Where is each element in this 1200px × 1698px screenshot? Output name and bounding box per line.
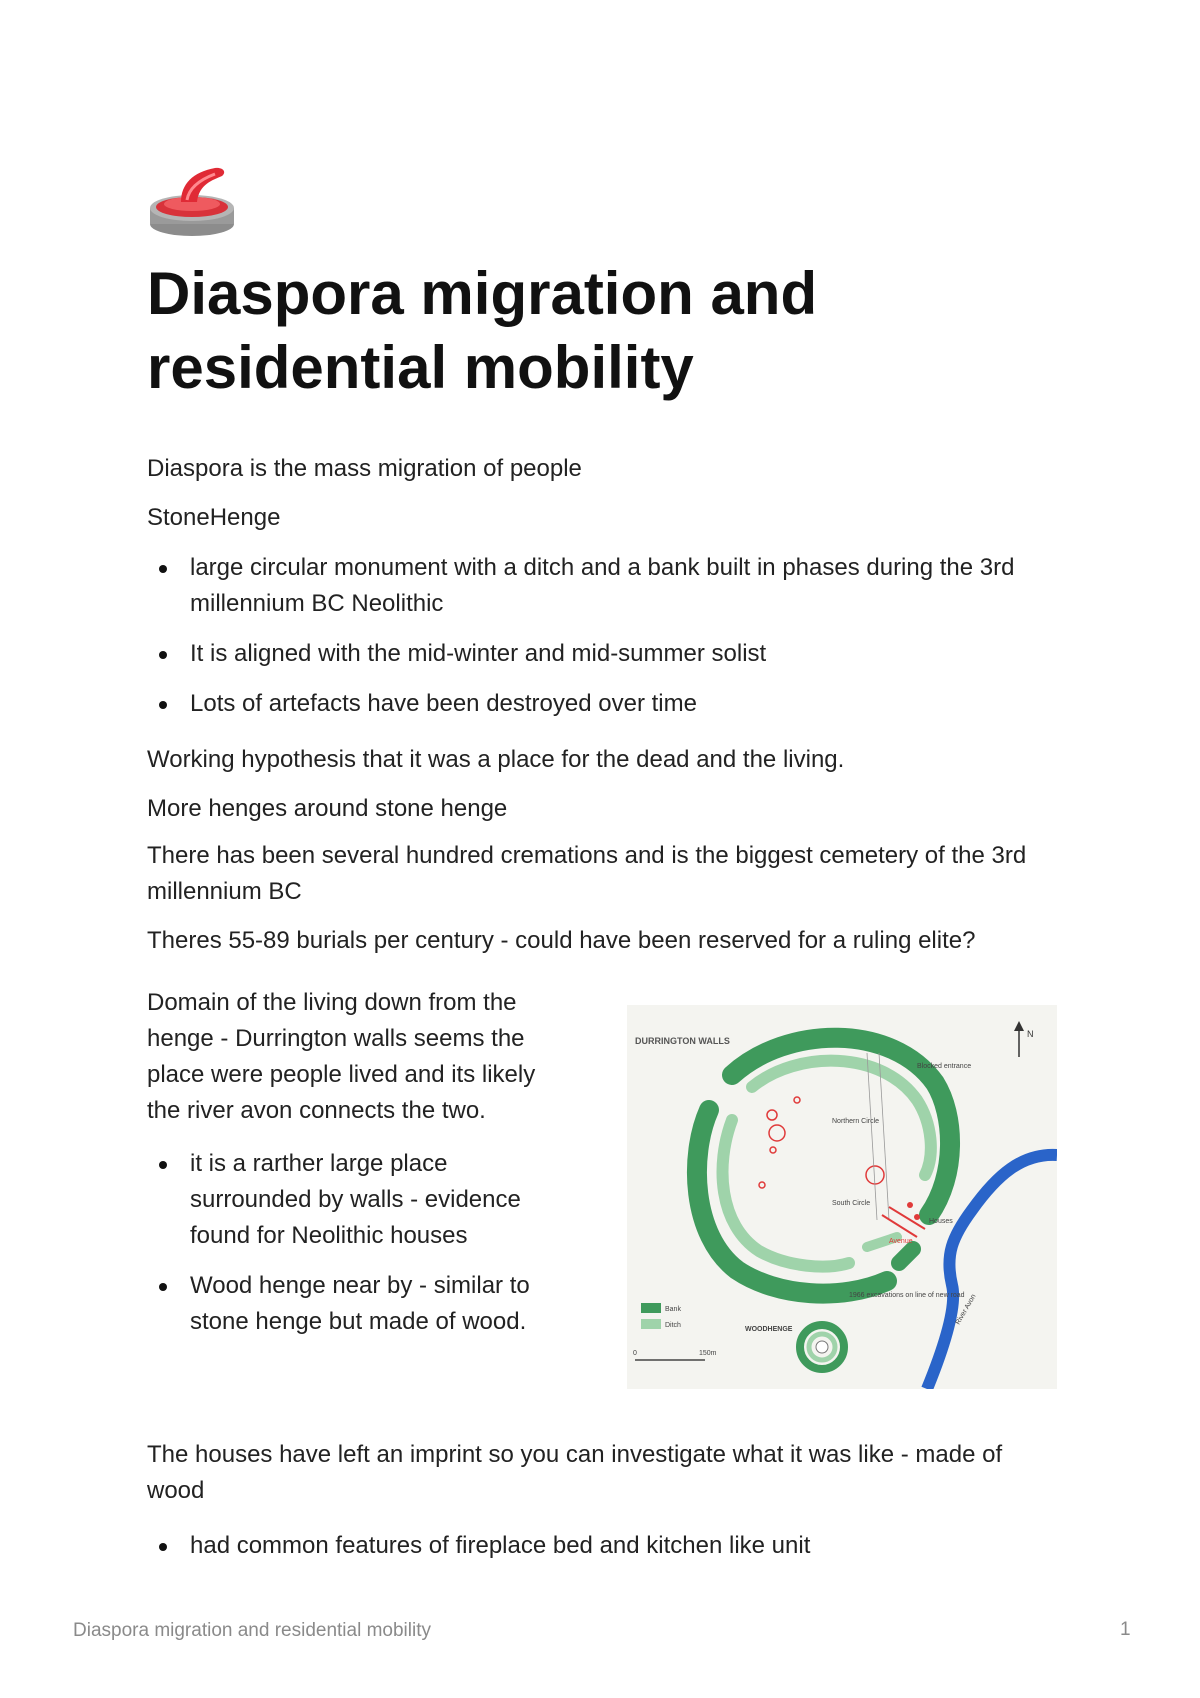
- paragraph: Theres 55-89 burials per century - could have been reserved for a ruling elite?: [147, 927, 976, 954]
- stonehenge-heading: StoneHenge: [147, 504, 281, 531]
- houses-list: [147, 1528, 1047, 1564]
- intro-text: Diaspora is the mass migration of people: [147, 455, 582, 482]
- legend-ditch-swatch: [641, 1319, 661, 1329]
- excavations-label: 1966 excavations on line of new road: [849, 1292, 965, 1299]
- page-title: Diaspora migration and residential mobility: [147, 260, 818, 401]
- north-label: N: [1027, 1029, 1034, 1039]
- footer-title: Diaspora migration and residential mobility: [73, 1620, 432, 1641]
- durrington-walls-map: [627, 1005, 1057, 1389]
- legend-bank-label: Bank: [665, 1306, 681, 1313]
- list-item: large circular monument with a ditch and a bank built in phases during the 3rd millennium BC Neolithic: [147, 550, 1047, 622]
- curling-stone-icon: [147, 158, 237, 238]
- legend-ditch-label: Ditch: [665, 1322, 681, 1329]
- domain-text: Domain of the living down from the henge - Durrington walls seems the place were people lived and its likely the river avon connects the two.: [147, 989, 536, 1124]
- avenue-label: Avenue: [889, 1238, 913, 1245]
- stonehenge-list: [147, 550, 1047, 722]
- houses-label: Houses: [929, 1218, 953, 1225]
- northern-circle-label: Northern Circle: [832, 1118, 880, 1125]
- list-item: had common features of fireplace bed and kitchen like unit: [147, 1528, 1047, 1564]
- blocked-entrance-label: Blocked entrance: [917, 1063, 972, 1070]
- page-number: 1: [1120, 1619, 1131, 1640]
- paragraph: Working hypothesis that it was a place for the dead and the living.: [147, 746, 845, 773]
- domain-list: [147, 1146, 557, 1340]
- list-item: It is aligned with the mid-winter and mid-summer solist: [147, 636, 1047, 672]
- paragraph: There has been several hundred cremations and is the biggest cemetery of the 3rd millennium BC: [147, 842, 1027, 905]
- legend-bank-swatch: [641, 1303, 661, 1313]
- list-item: it is a rarther large place surrounded by walls - evidence found for Neolithic houses: [147, 1146, 557, 1254]
- woodhenge-label: WOODHENGE: [745, 1326, 793, 1333]
- scale-start-label: 0: [633, 1350, 637, 1357]
- paragraph: More henges around stone henge: [147, 795, 508, 822]
- list-item: Wood henge near by - similar to stone henge but made of wood.: [147, 1268, 557, 1340]
- scale-end-label: 150m: [699, 1350, 717, 1357]
- houses-text: The houses have left an imprint so you can investigate what it was like - made of wood: [147, 1441, 1003, 1504]
- list-item: Lots of artefacts have been destroyed over time: [147, 686, 1047, 722]
- river-label: River Avon: [954, 1293, 978, 1326]
- southern-circle-label: South Circle: [832, 1200, 871, 1207]
- diagram-title: DURRINGTON WALLS: [635, 1036, 730, 1046]
